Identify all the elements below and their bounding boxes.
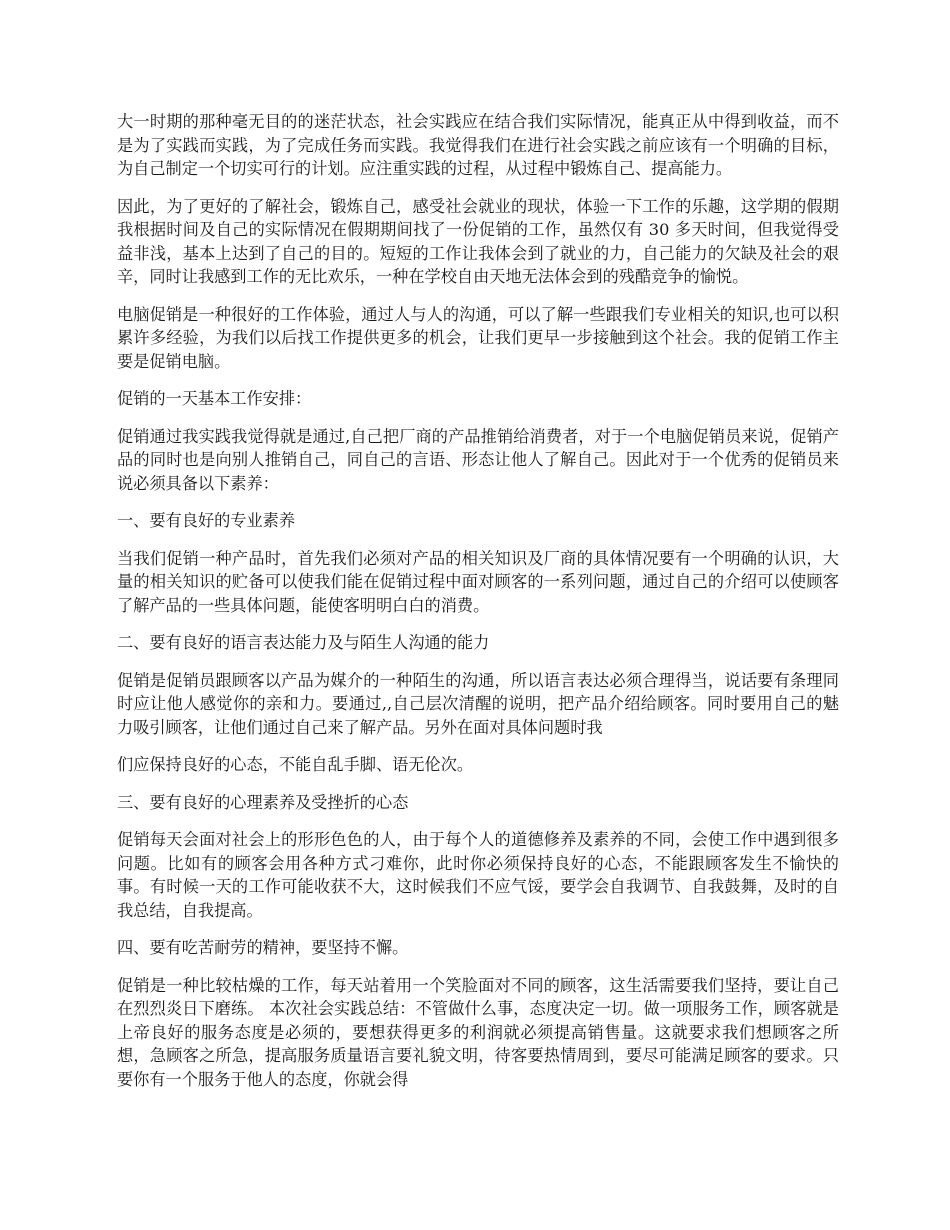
paragraph: 大一时期的那种毫无目的的迷茫状态，社会实践应在结合我们实际情况，能真正从中得到收益，而不是为了实践而实践，为了完成任务而实践。我觉得我们在进行社会实践之前应该有一个明确的目标，为自己制定一个切实可行的计划。应注重实践的过程，从过程中锻炼自己、提高能力。 bbox=[117, 112, 839, 178]
paragraph: 促销是一种比较枯燥的工作，每天站着用一个笑脸面对不同的顾客，这生活需要我们坚持，要让自己在烈烈炎日下磨练。 本次社会实践总结：不管做什么事，态度决定一切。做一项服务工作，顾客就是上帝良好的服务态度是必须的，要想获得更多的利润就必须提高销售量。这就要求我们想顾客之所想，急顾客之所急，提高服务质量语言要礼貌文明，待客要热情周到，要尽可能满足顾客的要求。只要你有一个服务于他人的态度，你就会得 bbox=[117, 975, 839, 1089]
paragraph: 当我们促销一种产品时，首先我们必须对产品的相关知识及厂商的具体情况要有一个明确的认识，大量的相关知识的贮备可以使我们能在促销过程中面对顾客的一系列问题，通过自己的介绍可以使顾客了解产品的一些具体问题，能使客明明白白的消费。 bbox=[117, 548, 839, 615]
paragraph: 促销每天会面对社会上的形形色色的人，由于每个人的道德修养及素养的不同，会使工作中遇到很多问题。比如有的顾客会用各种方式刁难你，此时你必须保持良好的心态，不能跟顾客发生不愉快的事。有时候一天的工作可能收获不大，这时候我们不应气馁，要学会自我调节、自我鼓舞，及时的自我总结，自我提高。 bbox=[117, 830, 839, 920]
paragraph: 电脑促销是一种很好的工作体验，通过人与人的沟通，可以了解一些跟我们专业相关的知识,也可以积累许多经验，为我们以后找工作提供更多的机会，让我们更早一步接触到这个社会。我的促销工作主要是促销电脑。 bbox=[117, 304, 839, 371]
section-heading: 四、要有吃苦耐劳的精神，要坚持不懈。 bbox=[117, 938, 409, 957]
paragraph: 促销通过我实践我觉得就是通过,自己把厂商的产品推销给消费者，对于一个电脑促销员来说，促销产品的同时也是向别人推销自己，同自己的言语、形态让他人了解自己。因此对于一个优秀的促销员来说必须具备以下素养： bbox=[117, 426, 839, 493]
paragraph: 促销的一天基本工作安排： bbox=[117, 389, 312, 408]
paragraph: 们应保持良好的心态，不能自乱手脚、语无伦次。 bbox=[117, 755, 474, 774]
document-body bbox=[117, 110, 839, 1091]
section-heading: 三、要有良好的心理素养及受挫折的心态 bbox=[117, 792, 409, 812]
paragraph: 促销是促销员跟顾客以产品为媒介的一种陌生的沟通，所以语言表达必须合理得当，说话要有条理同时应让他人感觉你的亲和力。要通过,,自己层次清醒的说明，把产品介绍给顾客。同时要用自己的魅力吸引顾客，让他们通过自己来了解产品。另外在面对具体问题时我 bbox=[117, 670, 839, 737]
paragraph: 因此，为了更好的了解社会，锻炼自己，感受社会就业的现状，体验一下工作的乐趣，这学期的假期我根据时间及自己的实际情况在假期期间找了一份促销的工作，虽然仅有 30 多天时间，但我觉得受益非浅，基本上达到了自己的目的。短短的工作让我体会到了就业的力，自己能力的欠缺及社会的艰辛，同时让我感到工作的无比欢乐，一种在学校自由天地无法体会到的残酷竞争的愉悦。 bbox=[117, 196, 839, 286]
section-heading: 一、要有良好的专业素养 bbox=[117, 511, 296, 530]
section-heading: 二、要有良好的语言表达能力及与陌生人沟通的能力 bbox=[117, 633, 490, 652]
